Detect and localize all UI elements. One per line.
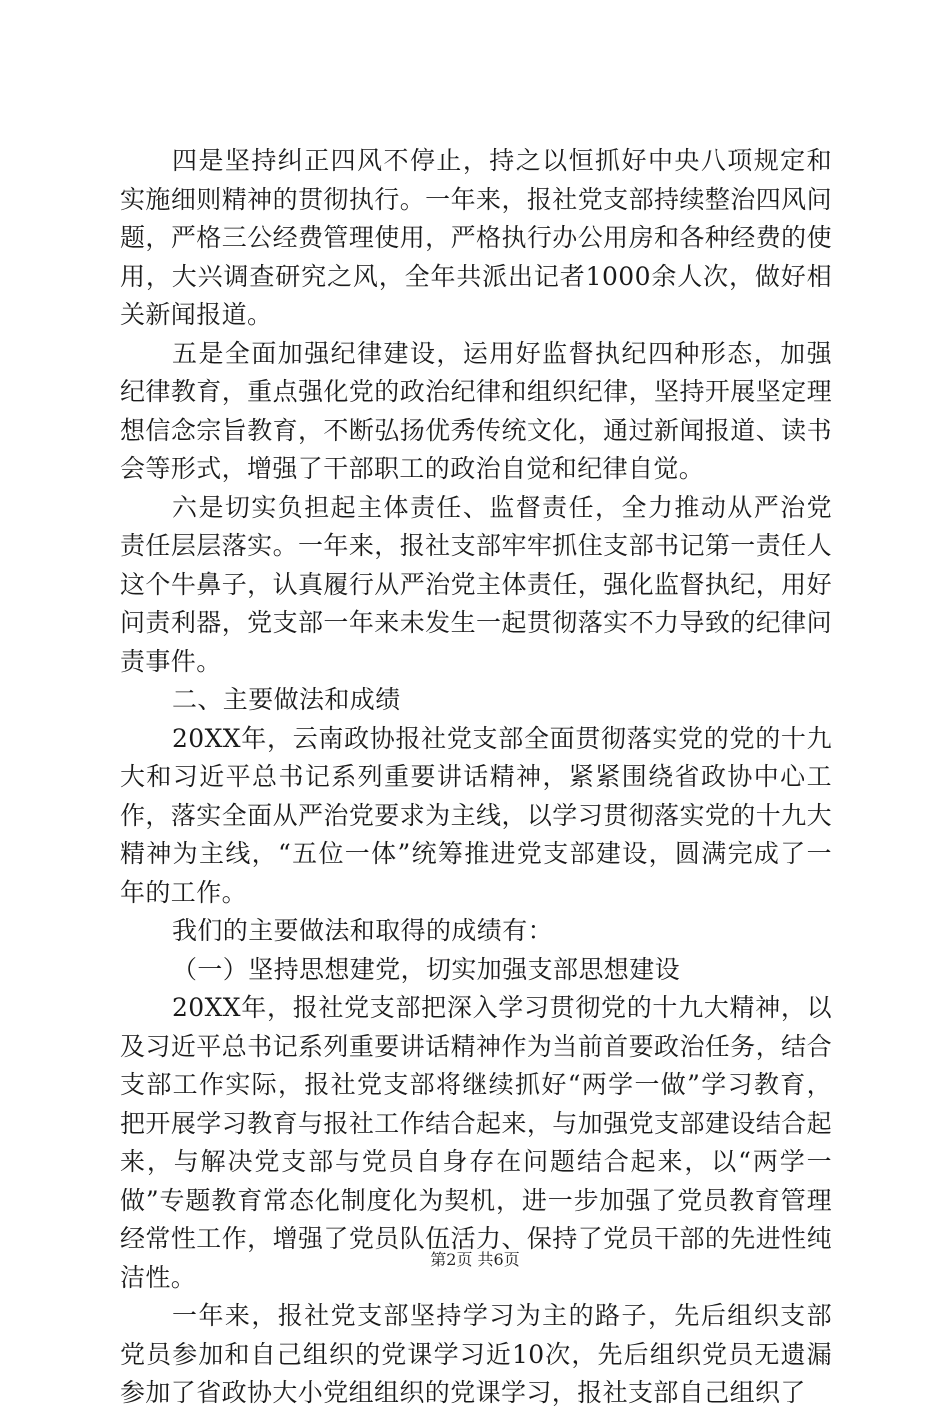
paragraph-overview: 20XX年，云南政协报社党支部全面贯彻落实党的党的十九大和习近平总书记系列重要讲话精神，紧紧围绕省政协中心工作，落实全面从严治党要求为主线，以学习贯彻落实党的十九大精神为主线，“五位一体”统筹推进党支部建设，圆满完成了一年的工作。 [120, 723, 832, 907]
paragraph-study: 一年来，报社党支部坚持学习为主的路子，先后组织支部党员参加和自己组织的党课学习近10次，先后组织党员无遗漏参加了省政协大小党组组织的党课学习，报社支部自己组织了 [120, 1301, 832, 1407]
document-body [120, 142, 832, 1413]
section-heading: 二、主要做法和成绩 [172, 685, 401, 714]
subsection-heading: （一）坚持思想建党，切实加强支部思想建设 [172, 954, 681, 984]
paragraph-intro-achievements: 我们的主要做法和取得的成绩有： [172, 916, 554, 945]
paragraph-ideology: 20XX年，报社党支部把深入学习贯彻党的十九大精神，以及习近平总书记系列重要讲话精神作为当前首要政治任务，结合支部工作实际，报社党支部将继续抓好“两学一做”学习教育，把开展学习教育与报社工作结合起来，与加强党支部建设结合起来，与解决党支部与党员自身存在问题结合起来，以“两学一做”专题教育常态化制度化为契机，进一步加强了党员教育管理经常性工作，增强了党员队伍活力、保持了党员干部的先进性纯洁性。 [120, 993, 832, 1292]
page-footer: 第2页 共6页 [430, 1250, 520, 1269]
paragraph-responsibility: 六是切实负担起主体责任、监督责任，全力推动从严治党责任层层落实。一年来，报社支部牢牢抓住支部书记第一责任人这个牛鼻子，认真履行从严治党主体责任，强化监督执纪，用好问责利器，党支部一年来未发生一起贯彻落实不力导致的纪律问责事件。 [120, 492, 832, 676]
paragraph-discipline: 五是全面加强纪律建设，运用好监督执纪四种形态，加强纪律教育，重点强化党的政治纪律和组织纪律，坚持开展坚定理想信念宗旨教育，不断弘扬优秀传统文化，通过新闻报道、读书会等形式，增强了干部职工的政治自觉和纪律自觉。 [120, 338, 832, 483]
paragraph-four-winds: 四是坚持纠正四风不停止，持之以恒抓好中央八项规定和实施细则精神的贯彻执行。一年来，报社党支部持续整治四风问题，严格三公经费管理使用，严格执行办公用房和各种经费的使用，大兴调查研究之风，全年共派出记者1000余人次，做好相关新闻报道。 [120, 146, 832, 329]
